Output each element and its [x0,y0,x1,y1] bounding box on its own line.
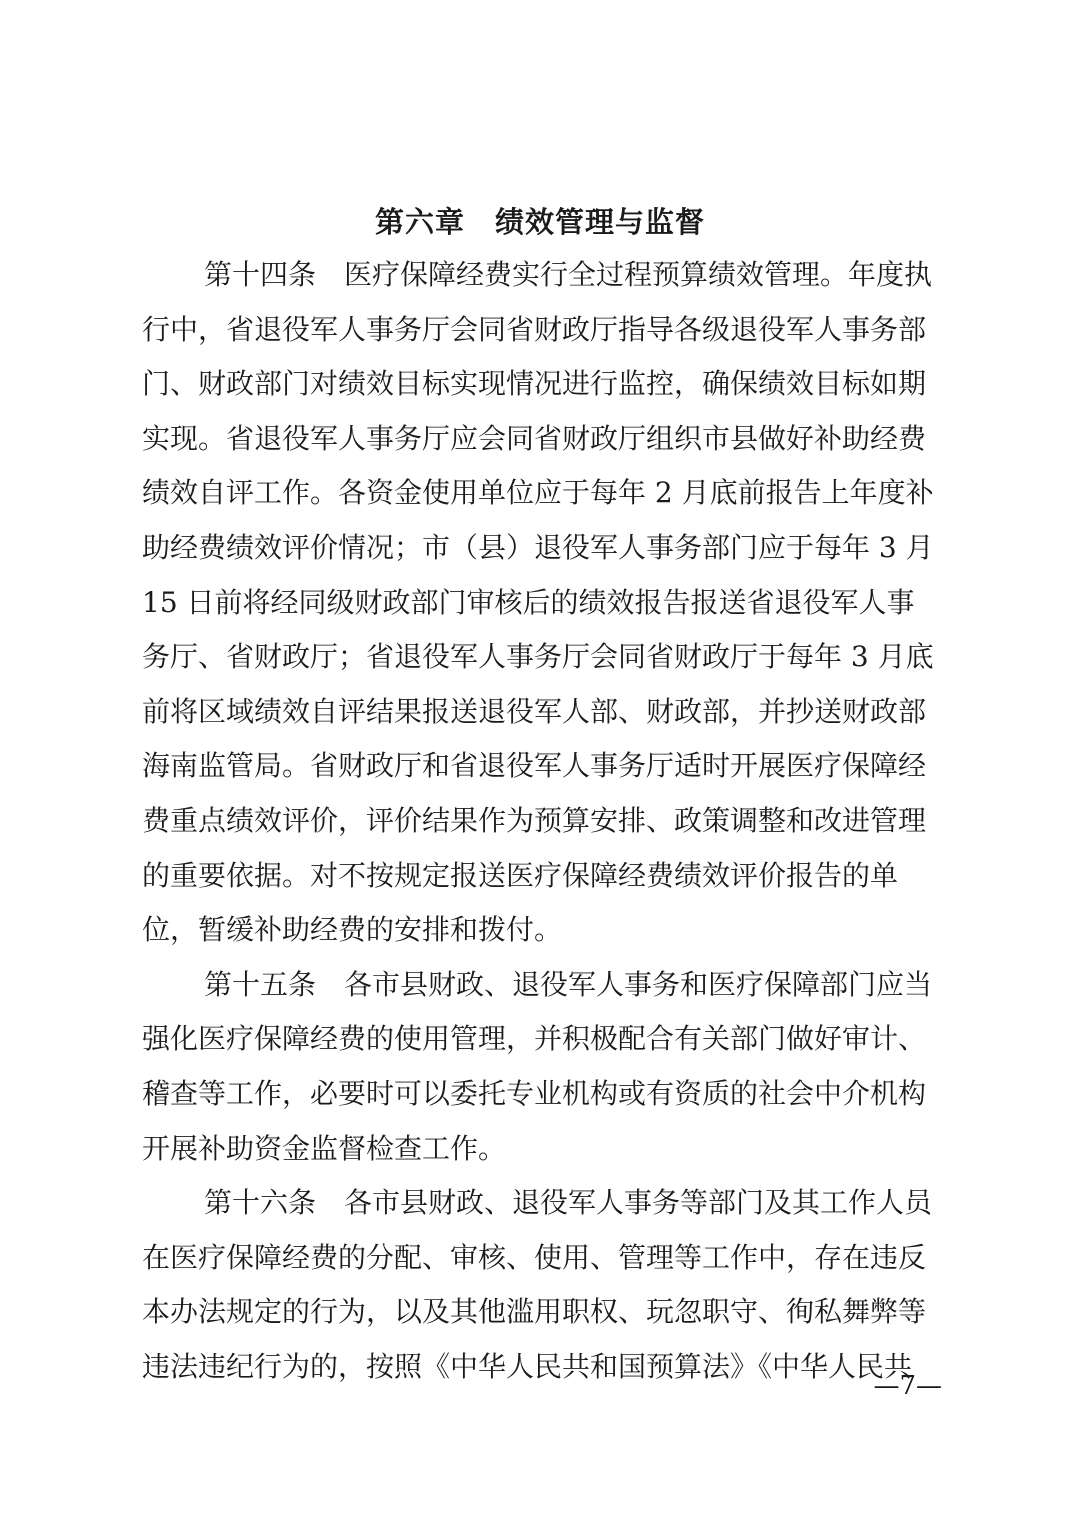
article-14-line-2: 行中，省退役军人事务厅会同省财政厅指导各级退役军人事务部 [142,312,927,346]
article-14-line-7: 15 日前将经同级财政部门审核后的绩效报告报送省退役军人事 [142,585,915,619]
article-14-line-11: 费重点绩效评价，评价结果作为预算安排、政策调整和改进管理 [142,803,927,837]
article-16-line-1: 第十六条 各市县财政、退役军人事务等部门及其工作人员 [204,1186,933,1220]
article-16-line-3: 本办法规定的行为，以及其他滥用职权、玩忽职守、徇私舞弊等 [142,1295,927,1329]
article-14-line-1: 第十四条 医疗保障经费实行全过程预算绩效管理。年度执 [204,258,933,291]
article-16-line-4: 违法违纪行为的，按照《中华人民共和国预算法》《中华人民共 [142,1349,913,1383]
article-14-line-12: 的重要依据。对不按规定报送医疗保障经费绩效评价报告的单 [142,858,899,892]
chapter-title: 第六章 绩效管理与监督 [374,205,705,239]
article-15-line-4: 开展补助资金监督检查工作。 [142,1131,507,1165]
article-14-line-10: 海南监管局。省财政厅和省退役军人事务厅适时开展医疗保障经 [142,749,927,783]
article-14-line-9: 前将区域绩效自评结果报送退役军人部、财政部，并抄送财政部 [142,694,927,728]
article-14-line-6: 助经费绩效评价情况；市（县）退役军人事务部门应于每年 3 月 [142,530,934,564]
article-15-line-1: 第十五条 各市县财政、退役军人事务和医疗保障部门应当 [204,967,933,1001]
article-15-line-3: 稽查等工作，必要时可以委托专业机构或有资质的社会中介机构 [142,1076,927,1110]
article-15-line-2: 强化医疗保障经费的使用管理，并积极配合有关部门做好审计、 [142,1022,927,1056]
article-14-line-4: 实现。省退役军人事务厅应会同省财政厅组织市县做好补助经费 [142,421,927,455]
article-14-line-13: 位，暂缓补助经费的安排和拨付。 [142,913,563,947]
article-14-line-8: 务厅、省财政厅；省退役军人事务厅会同省财政厅于每年 3 月底 [142,640,934,674]
article-14-line-5: 绩效自评工作。各资金使用单位应于每年 2 月底前报告上年度补 [142,476,934,510]
article-14-line-3: 门、财政部门对绩效目标实现情况进行监控，确保绩效目标如期 [142,367,927,401]
article-16-line-2: 在医疗保障经费的分配、审核、使用、管理等工作中，存在违反 [142,1240,927,1274]
document-body [142,248,952,1394]
page-number: —7— [873,1371,942,1401]
